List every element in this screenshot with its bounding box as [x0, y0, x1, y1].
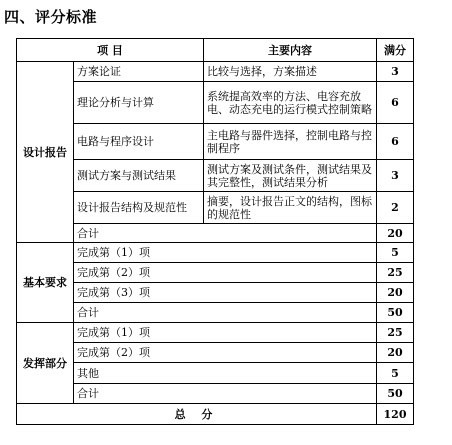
table-row	[17, 263, 414, 283]
row-content: 摘要，设计报告正文的结构，图标的规范性	[204, 192, 377, 224]
category-advanced: 发挥部分	[17, 323, 74, 404]
row-item: 完成第（2）项	[74, 343, 377, 363]
row-item: 完成第（3）项	[74, 283, 377, 303]
row-item: 理论分析与计算	[74, 82, 204, 124]
row-content: 系统提高效率的方法、电容充放电、动态充电的运行模式控制策略	[204, 82, 377, 124]
table-row	[17, 363, 414, 384]
grand-total-row	[17, 404, 414, 425]
subtotal-label: 合计	[74, 384, 377, 404]
subtotal-score: 50	[377, 384, 414, 404]
row-content: 主电路与器件选择，控制电路与控制程序	[204, 124, 377, 160]
row-score: 20	[377, 343, 414, 363]
row-score: 3	[377, 160, 414, 192]
subtotal-label: 合计	[74, 303, 377, 323]
category-basic: 基本要求	[17, 243, 74, 323]
grand-total-score: 120	[377, 404, 414, 425]
row-content: 比较与选择，方案描述	[204, 62, 377, 82]
subtotal-score: 20	[377, 224, 414, 243]
table-row	[17, 192, 414, 224]
grand-total-label: 总 分	[17, 404, 377, 425]
row-item: 完成第（2）项	[74, 263, 377, 283]
header-item: 项 目	[17, 39, 204, 62]
table-row	[17, 62, 414, 82]
row-score: 2	[377, 192, 414, 224]
scoring-table	[16, 38, 414, 425]
row-item: 其他	[74, 363, 377, 384]
subtotal-row	[17, 224, 414, 243]
header-content: 主要内容	[204, 39, 377, 62]
row-item: 完成第（1）项	[74, 243, 377, 263]
table-row	[17, 82, 414, 124]
row-score: 3	[377, 62, 414, 82]
subtotal-row	[17, 384, 414, 404]
table-row	[17, 323, 414, 343]
table-row	[17, 283, 414, 303]
row-item: 设计报告结构及规范性	[74, 192, 204, 224]
row-score: 5	[377, 243, 414, 263]
subtotal-row	[17, 303, 414, 323]
row-content: 测试方案及测试条件，测试结果及其完整性，测试结果分析	[204, 160, 377, 192]
row-item: 测试方案与测试结果	[74, 160, 204, 192]
table-row	[17, 243, 414, 263]
row-item: 电路与程序设计	[74, 124, 204, 160]
row-score: 6	[377, 124, 414, 160]
subtotal-label: 合计	[74, 224, 377, 243]
row-score: 6	[377, 82, 414, 124]
section-heading: 四、评分标准	[4, 8, 98, 26]
table-row	[17, 124, 414, 160]
row-item: 完成第（1）项	[74, 323, 377, 343]
row-score: 25	[377, 323, 414, 343]
row-score: 25	[377, 263, 414, 283]
table-row	[17, 160, 414, 192]
subtotal-score: 50	[377, 303, 414, 323]
category-design-report: 设计报告	[17, 62, 74, 243]
row-score: 20	[377, 283, 414, 303]
row-item: 方案论证	[74, 62, 204, 82]
table-row	[17, 343, 414, 363]
table-header-row	[17, 39, 414, 62]
header-score: 满分	[377, 39, 414, 62]
row-score: 5	[377, 363, 414, 384]
